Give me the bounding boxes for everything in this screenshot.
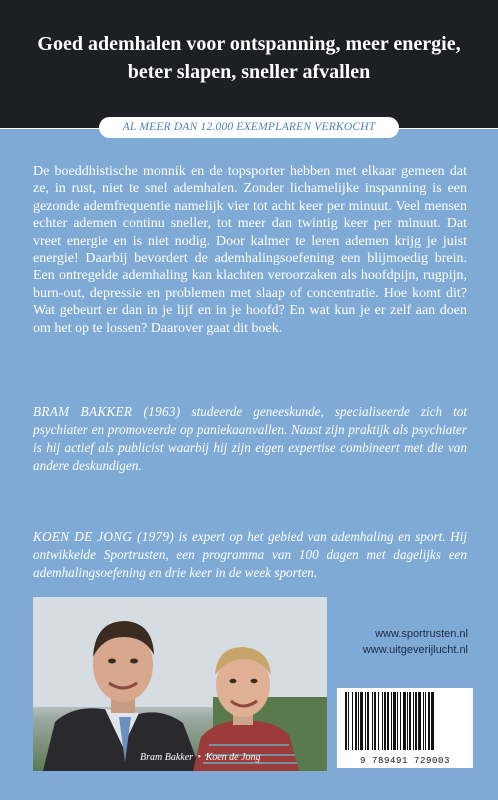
- author-bio-koen: [33, 528, 467, 582]
- barcode-bar: [397, 692, 398, 750]
- caption-separator: •: [197, 752, 202, 763]
- barcode-bar: [400, 692, 401, 750]
- barcode: [337, 688, 473, 768]
- barcode-bar: [403, 692, 406, 750]
- barcode-bar: [387, 692, 389, 750]
- barcode-bar: [409, 692, 411, 750]
- barcode-bar: [425, 692, 426, 750]
- author-name-bram: BRAM BAKKER (1963): [33, 404, 181, 419]
- barcode-bar: [391, 692, 392, 750]
- tagline-line-2: beter slapen, sneller afvallen: [127, 61, 371, 83]
- barcode-bar: [431, 692, 434, 750]
- tagline-line-1: Goed ademhalen voor ontspanning, meer energie,: [37, 33, 461, 55]
- author-photo: [33, 597, 327, 771]
- barcode-bar: [384, 692, 386, 750]
- author-photo-illustration: [33, 597, 327, 771]
- photo-caption: [140, 752, 261, 763]
- author-bio-text-bram: studeerde geneeskunde, specialiseerde zich tot psychiater en promoveerde op paniekaanvallen. Naast zijn praktijk als psychiater is hij actief als publicist waarbij hij zijn eigen expertise combineert met die van andere deskundigen.: [33, 404, 467, 473]
- barcode-bar: [367, 692, 369, 750]
- barcode-bars: [337, 688, 473, 754]
- barcode-bar: [418, 692, 421, 750]
- barcode-bar: [393, 692, 396, 750]
- link-uitgeverij[interactable]: www.uitgeverijlucht.nl: [362, 644, 468, 656]
- barcode-digits: 9 789491 729003: [359, 756, 450, 766]
- barcode-bar: [382, 692, 383, 750]
- barcode-bar: [428, 692, 430, 750]
- barcode-bar: [413, 692, 414, 750]
- sales-banner: AL MEER DAN 12.000 EXEMPLAREN VERKOCHT: [99, 117, 399, 138]
- barcode-bar: [352, 692, 353, 750]
- top-band: [0, 0, 498, 128]
- tagline: [10, 30, 488, 86]
- author-bio-text-koen: is expert op het gebied van ademhaling en sport. Hij ontwikkelde Sportrusten, een programma van 100 dagen met dagelijks een ademhalingsoefening en drie keer in de week sporten.: [33, 529, 467, 580]
- author-name-koen: KOEN DE JONG (1979): [33, 529, 175, 544]
- barcode-bar: [348, 692, 349, 750]
- barcode-bar: [355, 692, 357, 750]
- caption-name-left: Bram Bakker: [140, 752, 194, 763]
- barcode-bar: [374, 692, 376, 750]
- barcode-bar: [358, 692, 359, 750]
- barcode-bar: [423, 692, 424, 750]
- barcode-bar: [372, 692, 373, 750]
- barcode-bar: [378, 692, 379, 750]
- book-blurb: De boeddhistische monnik en de topsporter hebben met elkaar gemeen dat ze, in rust, niet te snel ademhalen. Zonder lichamelijke inspanning is een gezonde ademfrequentie namelijk vier tot acht keer per minuut. Veel mensen echter ademen continu sneller, tot meer dan twintig keer per minuut. Dat vreet energie en is niet nodig. Door kalmer te leren ademen krijg je juist energie! Daarbij bevordert de ademhalingsoefening een blijmoedig brein. Een ontregelde ademhaling kan klachten veroorzaken als hoofdpijn, rugpijn, burn-out, depressie en problemen met slaap of concentratie. Hoe komt dit? Wat gebeurt er dan in je lijf en in je hoofd? En wat kun je er zelf aan doen om het op te lossen? Daarover gaat dit boek.: [33, 164, 467, 336]
- barcode-bar: [415, 692, 417, 750]
- caption-name-right: Koen de Jong: [205, 752, 261, 763]
- barcode-bar: [407, 692, 408, 750]
- link-sportrusten[interactable]: www.sportrusten.nl: [375, 628, 468, 640]
- author-bio-bram: [33, 403, 467, 475]
- barcode-bar: [365, 692, 366, 750]
- barcode-bar: [345, 692, 347, 750]
- barcode-bar: [360, 692, 363, 750]
